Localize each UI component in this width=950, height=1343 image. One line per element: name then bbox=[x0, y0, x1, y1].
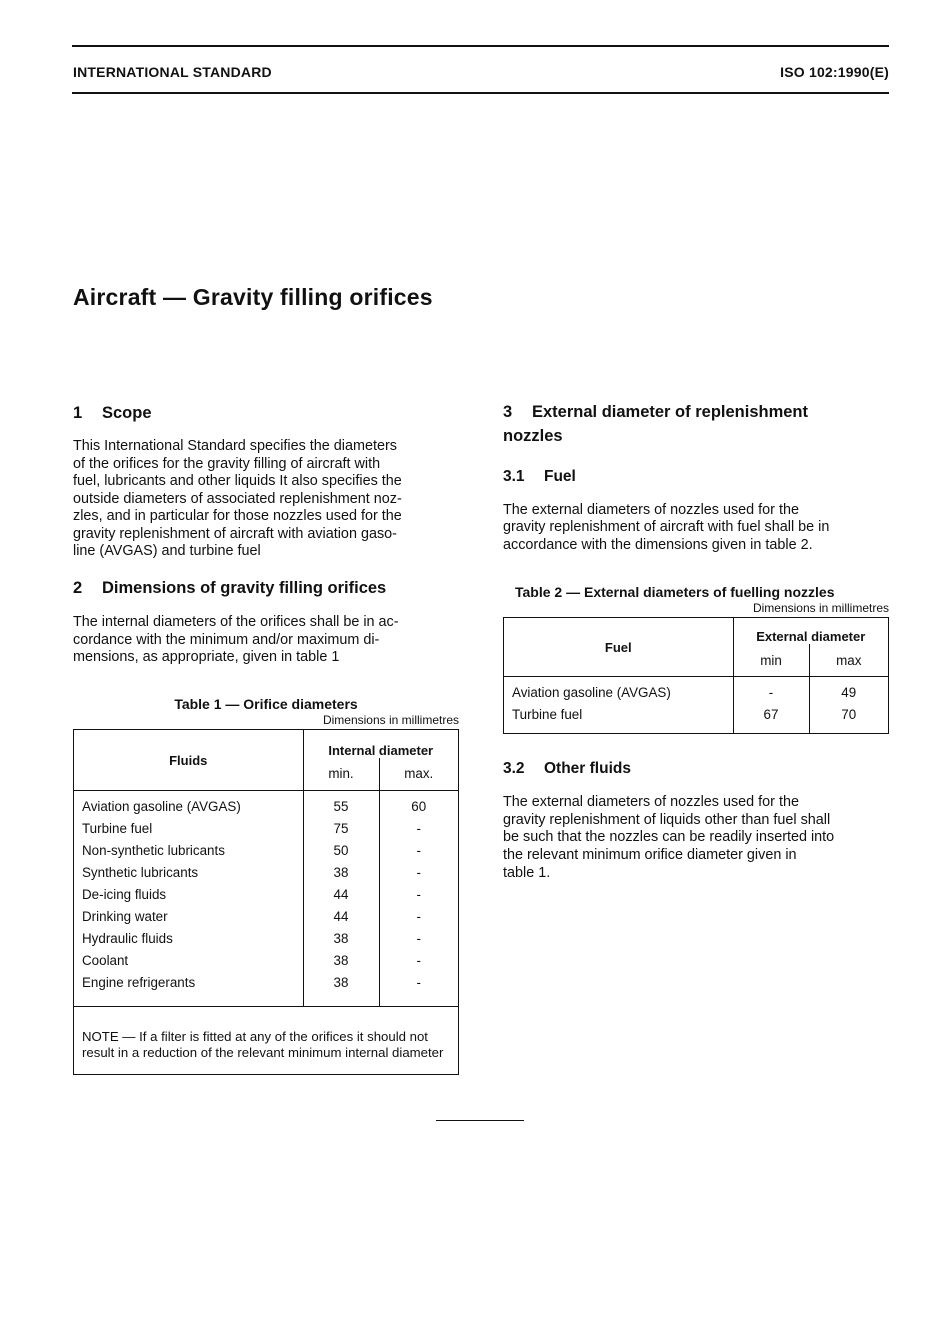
section-3-number: 3 bbox=[503, 403, 513, 421]
section-3-2-number: 3.2 bbox=[503, 760, 525, 778]
footer-rule bbox=[436, 1120, 524, 1121]
table-1-min: 75 bbox=[303, 818, 379, 840]
text-line: be such that the nozzles can be readily inserted into bbox=[503, 829, 835, 846]
text-line: zles, and in particular for those nozzles used for the bbox=[73, 508, 402, 525]
table-2-max: 70 bbox=[809, 703, 888, 725]
section-2-number: 2 bbox=[73, 579, 83, 598]
table-1-min: 38 bbox=[303, 862, 379, 884]
text-line: of the orifices for the gravity filling of aircraft with bbox=[73, 455, 381, 472]
text-line: cordance with the minimum and/or maximum di- bbox=[73, 631, 380, 648]
section-3-1-body bbox=[503, 502, 889, 555]
table-1-col-fluids: Fluids bbox=[74, 730, 303, 791]
text-line: The internal diameters of the orifices shall be in ac- bbox=[73, 614, 399, 630]
text-line: fuel, lubricants and other liquids It also specifies the bbox=[73, 473, 402, 490]
section-1-body bbox=[73, 438, 459, 561]
header-top-rule bbox=[72, 45, 889, 47]
header-left: INTERNATIONAL STANDARD bbox=[73, 64, 272, 80]
table-1-min: 55 bbox=[303, 796, 379, 818]
table-2-col-max: max bbox=[809, 644, 888, 677]
section-3-1-title: Fuel bbox=[544, 468, 576, 485]
text-line: mensions, as appropriate, given in table 1 bbox=[73, 649, 340, 666]
text-line: accordance with the dimensions given in table 2. bbox=[503, 536, 813, 553]
table-1 bbox=[73, 729, 459, 1075]
text-line: gravity replenishment of aircraft with fuel shall be in bbox=[503, 519, 830, 536]
text-line: gravity replenishment of liquids other than fuel shall bbox=[503, 811, 831, 828]
table-row bbox=[74, 796, 458, 818]
table-1-col-min: min. bbox=[303, 758, 379, 791]
section-3-1-heading bbox=[503, 466, 889, 488]
table-1-fluid: Drinking water bbox=[82, 909, 168, 925]
table-1-fluid: Synthetic lubricants bbox=[82, 865, 199, 881]
table-2-header-row bbox=[504, 618, 888, 644]
header-bottom-rule bbox=[72, 92, 889, 94]
table-row bbox=[74, 906, 458, 928]
table-2-max: 49 bbox=[809, 681, 888, 703]
table-1-fluid: Turbine fuel bbox=[82, 821, 153, 837]
table-1-col-group: Internal diameter bbox=[303, 730, 458, 758]
table-1-max: - bbox=[379, 972, 458, 994]
table-2-col-group: External diameter bbox=[733, 618, 888, 644]
header-right: ISO 102:1990(E) bbox=[780, 64, 889, 80]
table-row bbox=[74, 928, 458, 950]
text-line: outside diameters of associated replenishment noz- bbox=[73, 490, 402, 507]
section-1-title: Scope bbox=[102, 404, 152, 422]
table-1-min: 50 bbox=[303, 840, 379, 862]
table-row bbox=[74, 818, 458, 840]
table-1-header-row bbox=[74, 730, 458, 758]
table-1-max: - bbox=[379, 950, 458, 972]
table-1-max: - bbox=[379, 906, 458, 928]
text-line: gravity replenishment of aircraft with aviation gaso- bbox=[73, 525, 397, 542]
table-1-max: - bbox=[379, 884, 458, 906]
table-1-fluid: Hydraulic fluids bbox=[82, 931, 173, 947]
table-1-min: 38 bbox=[303, 950, 379, 972]
table-2-fuel: Turbine fuel bbox=[512, 706, 583, 722]
table-row bbox=[504, 681, 888, 703]
table-1-max: - bbox=[379, 928, 458, 950]
document-title: Aircraft — Gravity filling orifices bbox=[73, 284, 433, 310]
table-1-max: 60 bbox=[379, 796, 458, 818]
section-3-1-number: 3.1 bbox=[503, 468, 525, 485]
table-1-fluid: Aviation gasoline (AVGAS) bbox=[82, 799, 241, 815]
table-1-col-max: max. bbox=[379, 758, 458, 791]
section-2-title: Dimensions of gravity filling orifices bbox=[102, 579, 387, 598]
table-row bbox=[74, 840, 458, 862]
table-row bbox=[74, 884, 458, 906]
table-1-units: Dimensions in millimetres bbox=[322, 712, 459, 727]
table-1-note: NOTE — If a filter is fitted at any of the orifices it should not result in a reduction of the relevant minimum internal diameter bbox=[82, 1028, 444, 1061]
table-1-min: 44 bbox=[303, 906, 379, 928]
table-2-fuel: Aviation gasoline (AVGAS) bbox=[512, 684, 671, 700]
text-line: The external diameters of nozzles used for the bbox=[503, 501, 799, 518]
section-1-number: 1 bbox=[73, 404, 83, 422]
table-2-min: - bbox=[733, 681, 809, 703]
table-1-fluid: Coolant bbox=[82, 953, 129, 969]
table-row bbox=[74, 972, 458, 994]
left-column bbox=[73, 400, 459, 1075]
table-2-min: 67 bbox=[733, 703, 809, 725]
table-1-min: 38 bbox=[303, 972, 379, 994]
table-1-max: - bbox=[379, 862, 458, 884]
table-row bbox=[504, 703, 888, 725]
table-1-caption: Table 1 — Orifice diameters bbox=[174, 695, 358, 712]
table-2-caption: Table 2 — External diameters of fuelling nozzles bbox=[515, 584, 835, 601]
text-line: the relevant minimum orifice diameter given in bbox=[503, 846, 797, 863]
section-3-title-line1: External diameter of replenishment bbox=[532, 403, 808, 421]
table-1-fluid: Non-synthetic lubricants bbox=[82, 843, 225, 859]
text-line: table 1. bbox=[503, 864, 551, 881]
table-1-max: - bbox=[379, 818, 458, 840]
table-2-col-min: min bbox=[733, 644, 809, 677]
table-1-fluid: De-icing fluids bbox=[82, 887, 167, 903]
section-1-heading bbox=[73, 402, 459, 426]
right-column bbox=[503, 400, 889, 882]
table-2 bbox=[503, 617, 889, 734]
table-2-units: Dimensions in millimetres bbox=[752, 601, 889, 616]
section-3-2-body bbox=[503, 794, 889, 882]
table-2-col-fuel: Fuel bbox=[504, 618, 733, 677]
table-1-min: 44 bbox=[303, 884, 379, 906]
table-1-min: 38 bbox=[303, 928, 379, 950]
section-2-body bbox=[73, 614, 459, 667]
section-3-heading bbox=[503, 400, 889, 448]
section-2-heading bbox=[73, 577, 459, 601]
text-line: This International Standard specifies the diameters bbox=[73, 437, 397, 454]
section-3-title-line2: nozzles bbox=[503, 427, 563, 445]
table-1-max: - bbox=[379, 840, 458, 862]
text-line: The external diameters of nozzles used for the bbox=[503, 794, 799, 811]
table-row bbox=[74, 862, 458, 884]
section-3-2-heading bbox=[503, 758, 889, 780]
text-line: line (AVGAS) and turbine fuel bbox=[73, 543, 261, 560]
table-row bbox=[74, 950, 458, 972]
table-1-fluid: Engine refrigerants bbox=[82, 975, 196, 991]
section-3-2-title: Other fluids bbox=[544, 760, 631, 778]
